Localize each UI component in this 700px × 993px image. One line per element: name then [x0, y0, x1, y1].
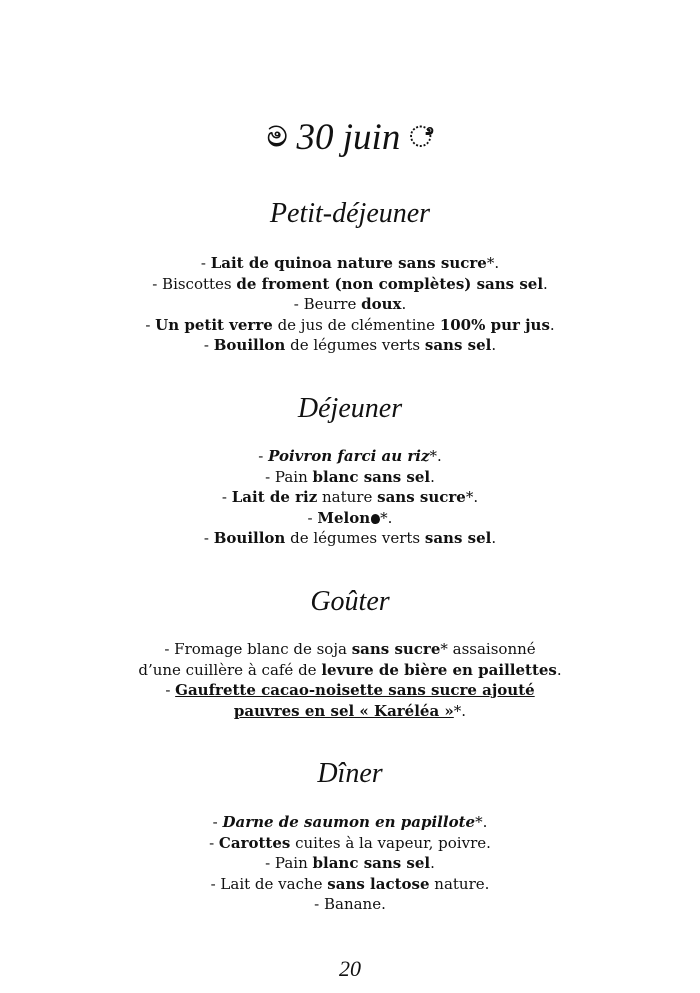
- item-text: - Biscottes: [152, 274, 237, 293]
- list-item: [40, 253, 660, 274]
- item-text: d’une cuillère à café de: [138, 660, 322, 679]
- item-bold: Bouillon: [213, 529, 286, 547]
- item-text: nature.: [429, 874, 490, 893]
- list-item: [40, 639, 660, 660]
- list-item: [40, 335, 660, 356]
- list-item: [40, 446, 660, 467]
- item-bold-italic: Darne de saumon en papillote: [222, 813, 476, 831]
- list-dash: -: [203, 529, 214, 547]
- list-item: [40, 853, 660, 874]
- item-bold-italic: Poivron farci au riz: [268, 447, 430, 465]
- item-text: *.: [380, 508, 393, 527]
- item-bold: Un petit verre: [155, 315, 273, 334]
- item-bold: sans sel: [424, 336, 492, 354]
- item-text: de légumes verts: [285, 529, 425, 547]
- list-item: [40, 680, 660, 701]
- item-bold: levure de bière en paillettes: [321, 660, 557, 679]
- list-item: [40, 315, 660, 336]
- item-bold: Bouillon: [213, 336, 286, 354]
- item-text: - Lait de vache: [210, 874, 328, 893]
- snack-heading: Goûter: [310, 586, 390, 617]
- item-text: - Pain: [265, 467, 313, 486]
- item-text: .: [556, 660, 562, 679]
- list-item: [40, 294, 660, 315]
- item-text: de légumes verts: [285, 336, 425, 354]
- list-item: [40, 660, 660, 681]
- item-text: *.: [429, 447, 442, 465]
- list-item: [40, 812, 660, 833]
- list-item: [40, 833, 660, 854]
- ornament-left-icon: ම: [267, 122, 288, 153]
- list-dash: -: [209, 833, 219, 852]
- item-text: cuites à la vapeur, poivre.: [290, 833, 491, 852]
- list-item: [40, 487, 660, 508]
- breakfast-list: [40, 253, 660, 356]
- item-text: * assaisonné: [440, 640, 536, 658]
- item-text: .: [401, 295, 407, 313]
- list-item: [40, 701, 660, 722]
- item-bold: sans lactose: [327, 874, 430, 893]
- item-bold: Lait de quinoa nature sans sucre: [210, 254, 487, 272]
- list-dash: -: [307, 508, 318, 527]
- page-title-text: 30 juin: [296, 117, 401, 158]
- list-dash: -: [258, 447, 269, 465]
- item-text: .: [430, 467, 435, 486]
- snack-list: [40, 639, 660, 721]
- item-text: .: [491, 529, 497, 547]
- list-dash: -: [165, 681, 176, 699]
- item-text: - Pain: [265, 854, 313, 872]
- list-item: [40, 274, 660, 295]
- list-dash: -: [212, 813, 223, 831]
- dinner-heading: Dîner: [317, 758, 383, 789]
- item-bold: Carottes: [218, 833, 291, 852]
- item-bold: 100% pur jus: [439, 315, 550, 334]
- list-dash: -: [145, 315, 156, 334]
- item-bold: sans sucre: [351, 640, 441, 658]
- item-underlined: pauvres en sel « Karéléa »: [233, 701, 454, 720]
- list-item: [40, 508, 660, 529]
- list-item: [40, 874, 660, 895]
- page-title: [0, 116, 700, 160]
- page-number: 20: [339, 956, 361, 981]
- item-bold: Lait de riz: [231, 488, 318, 506]
- ornament-right-icon: ೆ: [409, 122, 433, 153]
- list-item: [40, 528, 660, 549]
- item-text: *.: [486, 254, 500, 272]
- item-bold: Melon: [317, 508, 371, 527]
- item-bold: de froment (non complètes) sans sel: [236, 274, 544, 293]
- list-dash: -: [221, 488, 232, 506]
- item-bold: sans sel: [424, 529, 492, 547]
- item-text: .: [430, 854, 435, 872]
- item-underlined: Gaufrette cacao-noisette sans sucre ajouté: [175, 681, 535, 699]
- item-text: - Banane.: [314, 895, 386, 913]
- item-text: - Beurre: [293, 295, 362, 313]
- item-bold: blanc sans sel: [312, 467, 431, 486]
- item-text: .: [543, 274, 548, 293]
- list-item: [40, 467, 660, 488]
- lunch-list: [40, 446, 660, 549]
- lunch-heading: Déjeuner: [297, 393, 403, 424]
- item-text: *.: [465, 488, 479, 506]
- melon-icon: [371, 514, 380, 524]
- dinner-list: [40, 812, 660, 915]
- list-dash: -: [200, 254, 211, 272]
- item-text: *.: [475, 813, 488, 831]
- item-bold: doux: [361, 295, 402, 313]
- item-text: .: [491, 336, 497, 354]
- item-text: .: [549, 315, 555, 334]
- list-item: [40, 894, 660, 915]
- item-bold: blanc sans sel: [312, 854, 431, 872]
- item-bold: sans sucre: [377, 488, 466, 506]
- item-text: nature: [317, 488, 378, 506]
- item-text: *.: [453, 701, 467, 720]
- item-text: - Fromage blanc de soja: [164, 640, 352, 658]
- list-dash: -: [203, 336, 214, 354]
- breakfast-heading: Petit-déjeuner: [269, 198, 431, 229]
- item-text: de jus de clémentine: [272, 315, 440, 334]
